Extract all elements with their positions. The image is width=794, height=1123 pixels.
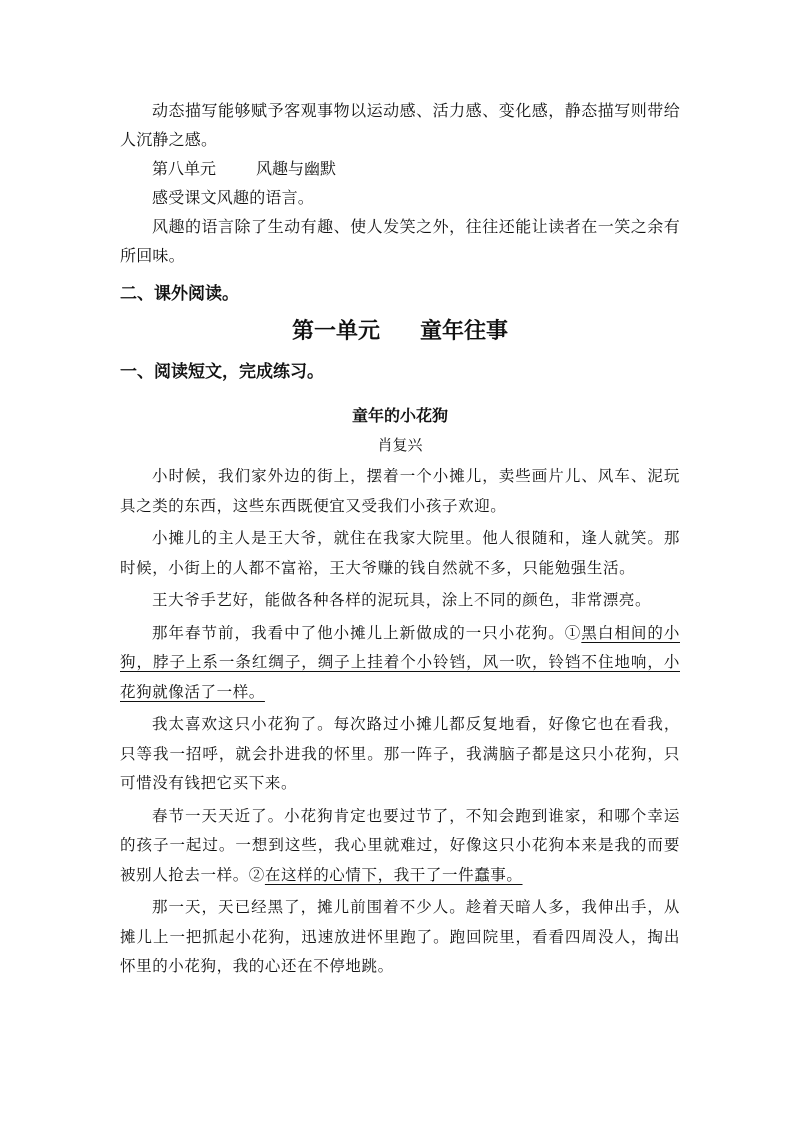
- unit8-heading: [120, 154, 680, 183]
- unit8-label: 第八单元: [152, 159, 217, 178]
- section-heading-extracurricular-reading: 二、课外阅读。: [120, 284, 239, 304]
- question-heading-read-passage: 一、阅读短文，完成练习。: [120, 362, 324, 382]
- story-paragraph-6: [120, 802, 680, 891]
- story-paragraph-5: 我太喜欢这只小花狗了。每次路过小摊儿都反复地看，好像它也在看我，只等我一招呼，就会扑进我的怀里。那一阵子，我满脑子都是这只小花狗，只可惜没有钱把它买下来。: [120, 715, 680, 792]
- document-page: [120, 96, 680, 985]
- unit1-label: 第一单元: [291, 319, 380, 344]
- intro-paragraph-humorous-language: 风趣的语言除了生动有趣、使人发笑之外，往往还能让读者在一笑之余有所回味。: [120, 217, 680, 265]
- story-paragraph-7: 那一天，天已经黑了，摊儿前围着不少人。趁着天暗人多，我伸出手，从摊儿上一把抓起小花狗，迅速放进怀里跑了。跑回院里，看看四周没人，掏出怀里的小花狗，我的心还在不停地跳。: [120, 898, 680, 975]
- intro-paragraph-dynamic-description: 动态描写能够赋予客观事物以运动感、活力感、变化感，静态描写则带给人沉静之感。: [120, 101, 680, 149]
- intro-paragraph-feel-language: 感受课文风趣的语言。: [152, 188, 315, 207]
- story-title: 童年的小花狗: [351, 406, 448, 425]
- story-paragraph-4-text: 那年春节前，我看中了他小摊儿上新做成的一只小花狗。①: [152, 623, 582, 642]
- story-paragraph-6-text: 春节一天天近了。小花狗肯定也要过节了，不知会跑到谁家，和哪个幸运的孩子一起过。一想到这些，我心里就难过，好像这只小花狗本来是我的而要被别人抢去一样。②: [120, 806, 680, 884]
- story-passage: [120, 402, 680, 982]
- story-paragraph-4: [120, 619, 680, 708]
- story-paragraph-3: 王大爷手艺好，能做各种各样的泥玩具，涂上不同的颜色，非常漂亮。: [152, 591, 652, 609]
- story-author: 肖复兴: [377, 436, 423, 454]
- story-paragraph-2: 小摊儿的主人是王大爷，就住在我家大院里。他人很随和，逢人就笑。那时候，小街上的人都不富裕，王大爷赚的钱自然就不多，只能勉强生活。: [120, 529, 680, 577]
- unit1-title: 童年往事: [420, 319, 509, 344]
- unit1-heading: [120, 316, 680, 348]
- story-paragraph-1: 小时候，我们家外边的街上，摆着一个小摊儿，卖些画片儿、风车、泥玩具之类的东西，这些东西既便宜又受我们小孩子欢迎。: [120, 467, 680, 515]
- underlined-sentence-1: 黑白相间的小狗，脖子上系一条红绸子，绸子上挂着个小铃铛，风一吹，铃铛不住地响，小花狗就像活了一样。: [120, 623, 680, 701]
- unit8-title: 风趣与幽默: [256, 159, 337, 178]
- underlined-sentence-2: 在这样的心情下，我干了一件蠢事。: [264, 865, 523, 884]
